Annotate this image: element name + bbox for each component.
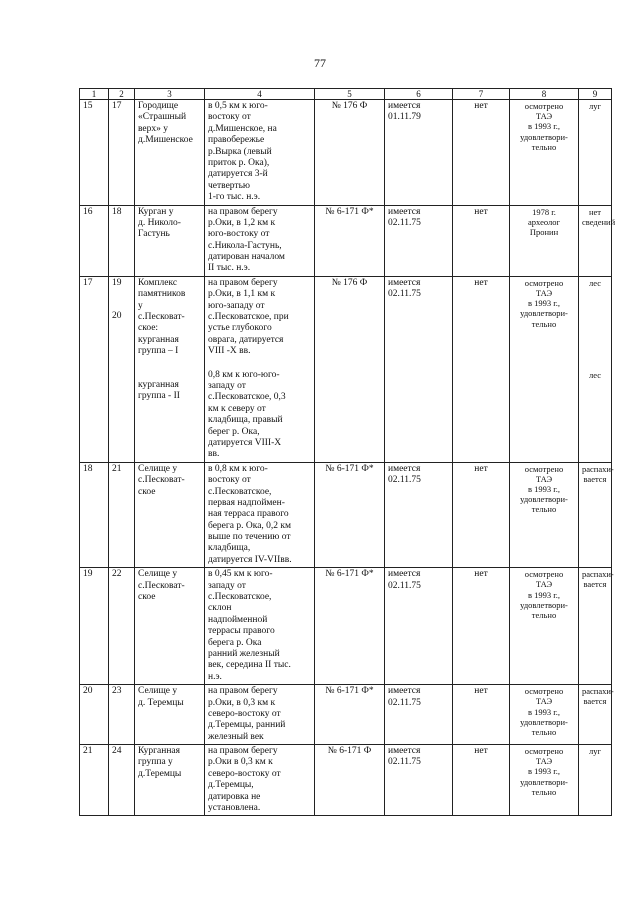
monument-name-cell (135, 100, 205, 206)
location-line: н.э. (208, 671, 222, 682)
location-line: II тыс. н.э. (208, 263, 251, 274)
protection-cell: нет (453, 276, 510, 462)
location-line: правобережье (208, 135, 265, 146)
location_b-line: вв. (208, 449, 220, 460)
state-line: в 1993 г., (527, 766, 561, 777)
state-line: в 1993 г., (527, 484, 561, 495)
passport-line: 02.11.75 (388, 289, 421, 300)
row-number-cell: 18 (80, 462, 109, 568)
protection-cell: нет (453, 685, 510, 745)
location_a-line: устье глубокого (208, 323, 272, 334)
table-row (80, 745, 612, 816)
location-cell (205, 276, 315, 462)
passport-cell (385, 745, 453, 816)
location_a-line: юго-западу от (208, 300, 265, 311)
state-line: тельно (531, 504, 557, 515)
register-number: 19 (112, 277, 122, 288)
passport-cell (385, 100, 453, 206)
passport-line: имеется (388, 101, 421, 111)
state-line: тельно (531, 318, 557, 329)
column-header: 2 (109, 89, 135, 100)
document-cell: № 176 Ф (315, 100, 385, 206)
state-line: осмотрено (524, 746, 564, 757)
column-header: 8 (510, 89, 579, 100)
name-line: Селище у (138, 686, 178, 697)
state-line: тельно (531, 726, 557, 737)
name-line: Курганная (138, 746, 180, 757)
row-number-cell: 16 (80, 205, 109, 276)
land-use-cell (579, 568, 612, 685)
location-line: склон (208, 603, 232, 614)
state-line: осмотрено (524, 277, 564, 288)
condition-cell (510, 745, 579, 816)
location-line: 1-го тыс. н.э. (208, 192, 261, 203)
location-line: д.Мишенское, на (208, 123, 277, 134)
location-line: четвертью (208, 180, 250, 191)
location-line: берега р. Ока (208, 637, 262, 648)
column-header: 7 (453, 89, 510, 100)
location-line: юго-востоку от (208, 229, 270, 240)
location_b-line: км к северу от (208, 403, 266, 414)
monument-name-cell (135, 745, 205, 816)
monument-name-cell (135, 205, 205, 276)
state-line: в 1993 г., (527, 589, 561, 600)
location_a-line: VIII -X вв. (208, 346, 251, 357)
register-number-cell: 17 (109, 100, 135, 206)
passport-line: 02.11.75 (388, 217, 421, 228)
state-line: удовлетвори- (520, 494, 568, 505)
document-cell: № 6-171 Ф* (315, 462, 385, 568)
monuments-table (79, 88, 616, 816)
location-line: на правом берегу (208, 206, 278, 217)
register-number-cell: 21 (109, 462, 135, 568)
condition-cell (510, 568, 579, 685)
name-line: Гастунь (138, 229, 170, 240)
land-line: луг (589, 746, 601, 757)
state-line: осмотрено (524, 569, 564, 580)
row-number-cell: 20 (80, 685, 109, 745)
location-line: датировка не (208, 791, 261, 802)
passport-cell (385, 568, 453, 685)
state-line: удовлетвори- (520, 776, 568, 787)
table-row (80, 685, 612, 745)
name_a-line: курганная (138, 334, 179, 345)
passport-line: имеется (388, 746, 421, 757)
table-row (80, 568, 612, 685)
location-line: установлена. (208, 803, 261, 814)
location-line: д.Теремцы, (208, 780, 254, 791)
condition-cell (510, 276, 579, 462)
location-line: датируется 3-й (208, 169, 268, 180)
location-cell (205, 462, 315, 568)
column-header: 3 (135, 89, 205, 100)
document-cell: № 6-171 Ф* (315, 685, 385, 745)
passport-line: 01.11.79 (388, 112, 421, 123)
name-line: группа у (138, 757, 173, 768)
name-line: ское (138, 592, 156, 603)
state-line: в 1993 г., (527, 121, 561, 132)
register-number-cell: 24 (109, 745, 135, 816)
location-line: датирован началом (208, 252, 285, 263)
name-line: д.Мишенское (138, 135, 193, 146)
column-header: 6 (385, 89, 453, 100)
state-line: осмотрено (524, 686, 564, 697)
document-cell: № 176 Ф (315, 276, 385, 462)
protection-cell: нет (453, 462, 510, 568)
name_a-line: ское: (138, 323, 159, 334)
land-line: распахи- (582, 463, 614, 474)
location-line: д.Теремцы, ранний (208, 720, 286, 731)
name-line: Селище у (138, 569, 178, 580)
name_a-line: Комплекс (138, 277, 178, 288)
name-line: верх» у (138, 123, 169, 134)
land-use-cell (579, 205, 616, 276)
land-line: вается (583, 473, 607, 484)
state-line: удовлетвори- (520, 131, 568, 142)
location-line: в 0,45 км к юго- (208, 569, 273, 580)
passport-cell (385, 205, 453, 276)
location_a-line: с.Песковатское, при (208, 312, 289, 323)
name-line: Городище (138, 101, 179, 111)
land-line: сведений (582, 216, 616, 227)
location-cell (205, 100, 315, 206)
passport-line: 02.11.75 (388, 757, 421, 768)
monument-name-cell (135, 568, 205, 685)
name_b-line: группа - II (138, 390, 180, 401)
document-cell: № 6-171 Ф* (315, 205, 385, 276)
row-number-cell: 15 (80, 100, 109, 206)
location_a-line: р.Оки, в 1,1 км к (208, 289, 276, 300)
location_b-line: 0,8 км к юго-юго- (208, 369, 280, 380)
register-number: 20 (112, 311, 122, 322)
state-line: тельно (531, 141, 557, 152)
name_b-line: курганная (138, 379, 179, 390)
name-line: Курган у (138, 206, 174, 217)
name_a-line: памятников (138, 289, 186, 300)
land-use-cell (579, 462, 612, 568)
location-line: кладбища, (208, 543, 251, 554)
header-row (80, 89, 612, 100)
location-cell (205, 205, 315, 276)
state-line: ТАЭ (535, 696, 553, 707)
name-line: с.Песковат- (138, 475, 185, 486)
location_b-line: с.Песковатское, 0,3 (208, 392, 286, 403)
register-number-cell: 18 (109, 205, 135, 276)
condition-cell (510, 205, 579, 276)
land-use-cell (579, 685, 612, 745)
location-line: первая надпоймен- (208, 497, 285, 508)
land-line: вается (583, 579, 607, 590)
passport-line: имеется (388, 206, 421, 217)
monument-name-cell (135, 462, 205, 568)
document-cell: № 6-171 Ф* (315, 568, 385, 685)
name-line: д. Николо- (138, 217, 181, 228)
land-line: лес (589, 277, 601, 288)
name-line: ское (138, 486, 156, 497)
condition-cell (510, 462, 579, 568)
land-line: распахи- (582, 569, 614, 580)
condition-cell (510, 685, 579, 745)
location-line: приток р. Ока), (208, 157, 270, 168)
location-line: р.Оки в 0,3 км к (208, 757, 273, 768)
location-line: северо-востоку от (208, 768, 281, 779)
state-line: осмотрено (524, 463, 564, 474)
location_b-line: кладбища, правый (208, 415, 283, 426)
document-cell: № 6-171 Ф (315, 745, 385, 816)
protection-cell: нет (453, 745, 510, 816)
state-line: в 1993 г., (527, 298, 561, 309)
state-line: ТАЭ (535, 756, 553, 767)
state-line: удовлетвори- (520, 308, 568, 319)
location-line: на правом берегу (208, 686, 278, 697)
location-line: железный век (208, 731, 264, 742)
location-line: датируется IV-VIIвв. (208, 554, 292, 565)
passport-line: 02.11.75 (388, 580, 421, 591)
location-line: с.Никола-Гастунь, (208, 240, 282, 251)
location_b-line: берег р. Ока, (208, 426, 260, 437)
name-line: Селище у (138, 463, 178, 474)
name-line: «Страшный (138, 112, 187, 123)
state-line: Пронин (529, 226, 559, 237)
land-line: нет (588, 206, 602, 217)
state-line: удовлетвори- (520, 716, 568, 727)
register-number-cell: 23 (109, 685, 135, 745)
location-line: в 0,5 км к юго- (208, 101, 268, 111)
condition-cell (510, 100, 579, 206)
table-row (80, 462, 612, 568)
passport-line: 02.11.75 (388, 475, 421, 486)
protection-cell: нет (453, 568, 510, 685)
location-line: ранний железный (208, 648, 280, 659)
location-line: северо-востоку от (208, 708, 281, 719)
location-line: с.Песковатское, (208, 592, 272, 603)
location-line: выше по течению от (208, 532, 291, 543)
state-line: 1978 г. (532, 206, 556, 217)
land-line: лес (589, 370, 601, 381)
state-line: археолог (528, 216, 560, 227)
passport-line: имеется (388, 277, 421, 288)
monument-name-cell (135, 276, 205, 462)
row-number-cell: 19 (80, 568, 109, 685)
state-line: осмотрено (524, 101, 564, 111)
land-use-cell (579, 100, 612, 206)
column-header: 5 (315, 89, 385, 100)
column-header: 9 (579, 89, 612, 100)
location-line: р.Вырка (левый (208, 146, 272, 157)
location-line: западу от (208, 580, 246, 591)
column-header: 4 (205, 89, 315, 100)
state-line: тельно (531, 609, 557, 620)
name_a-line: группа – I (138, 346, 179, 357)
passport-cell (385, 462, 453, 568)
land-use-cell (579, 745, 612, 816)
name_a-line: у (138, 300, 143, 311)
passport-line: 02.11.75 (388, 697, 421, 708)
state-line: ТАЭ (535, 111, 553, 122)
name-line: д. Теремцы (138, 697, 184, 708)
location-line: с.Песковатское, (208, 486, 272, 497)
location-line: террасы правого (208, 626, 275, 637)
name-line: д.Теремцы (138, 768, 182, 779)
land-line: распахи- (582, 686, 614, 697)
location-line: в 0,8 км к юго- (208, 463, 268, 474)
location-line: на правом берегу (208, 746, 278, 757)
passport-line: имеется (388, 463, 421, 474)
location_a-line: оврага, датируется (208, 334, 284, 345)
location-line: век, середина II тыс. (208, 660, 291, 671)
column-header: 1 (80, 89, 109, 100)
land-use-cell (579, 276, 612, 462)
state-line: в 1993 г., (527, 706, 561, 717)
state-line: ТАЭ (535, 288, 553, 299)
passport-line: имеется (388, 686, 421, 697)
state-line: удовлетвори- (520, 599, 568, 610)
location_b-line: западу от (208, 380, 246, 391)
land-line: луг (589, 101, 601, 111)
register-number-cell: 22 (109, 568, 135, 685)
state-line: ТАЭ (535, 579, 553, 590)
row-number-cell: 21 (80, 745, 109, 816)
name-line: с.Песковат- (138, 580, 185, 591)
passport-line: имеется (388, 569, 421, 580)
row-number-cell: 17 (80, 276, 109, 462)
location-line: р.Оки, в 1,2 км к (208, 217, 276, 228)
table-row (80, 276, 612, 462)
location-line: берега р. Ока, 0,2 км (208, 520, 292, 531)
register-number-cell (109, 276, 135, 462)
location_b-line: датируется VIII-X (208, 437, 282, 448)
protection-cell: нет (453, 205, 510, 276)
location-line: востоку от (208, 475, 251, 486)
name_a-line: с.Песковат- (138, 312, 185, 323)
state-line: тельно (531, 786, 557, 797)
state-line: ТАЭ (535, 473, 553, 484)
location-cell (205, 568, 315, 685)
protection-cell: нет (453, 100, 510, 206)
location-cell (205, 685, 315, 745)
passport-cell (385, 276, 453, 462)
location_a-line: на правом берегу (208, 277, 278, 288)
table-row (80, 205, 612, 276)
passport-cell (385, 685, 453, 745)
location-line: надпойменной (208, 614, 268, 625)
location-line: р.Оки, в 0,3 км к (208, 697, 276, 708)
location-cell (205, 745, 315, 816)
monument-name-cell (135, 685, 205, 745)
table-row (80, 100, 612, 206)
land-line: вается (583, 696, 607, 707)
location-line: востоку от (208, 112, 251, 123)
location-line: ная терраса правого (208, 509, 289, 520)
page-number: 77 (314, 56, 326, 70)
